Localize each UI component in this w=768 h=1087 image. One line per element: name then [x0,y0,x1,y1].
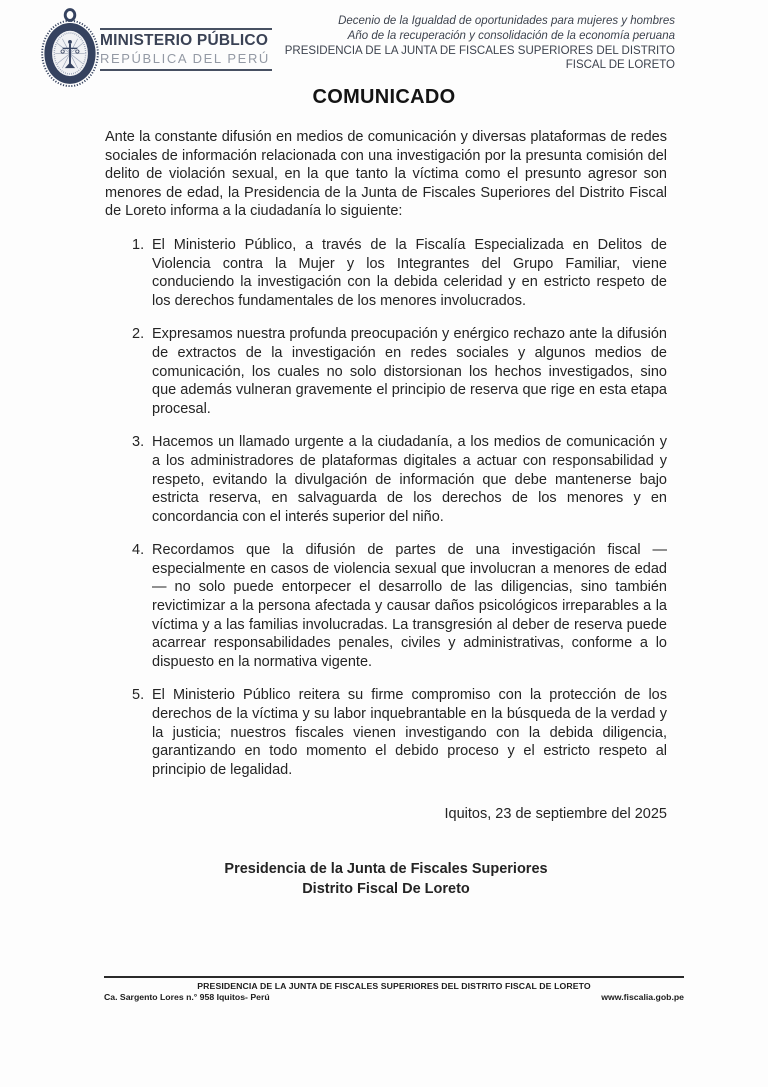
letterhead-right-block [285,14,675,73]
list-item [105,236,667,310]
logo-rule-bottom [100,69,272,71]
signature-block [105,860,667,899]
office-line-2: FISCAL DE LORETO [565,59,675,72]
list-item [105,541,667,671]
list-item-number: 4. [132,542,145,559]
list-item [105,325,667,418]
motto-line-1: Decenio de la Igualdad de oportunidades para mujeres y hombres [338,15,675,27]
list-item-number: 2. [132,326,145,343]
logo-wordmark [100,28,272,71]
list-item-number: 5. [132,687,145,704]
list-item-number: 3. [132,434,145,451]
document-title: COMUNICADO [312,86,456,108]
motto-line-2: Año de la recuperación y consolidación de la economía peruana [347,29,675,42]
list-item-text: El Ministerio Público, a través de la Fiscalía Especializada en Delitos de Violencia contra la Mujer y los Integrantes del Grupo Familiar, viene conduciendo la investigación con la debida celeridad y en estricto respeto de los derechos fundamentales de los menores involucrados. [152,236,667,309]
signature-line-1: Presidencia de la Junta de Fiscales Superiores [224,861,548,877]
footer-office-name: PRESIDENCIA DE LA JUNTA DE FISCALES SUPERIORES DEL DISTRITO FISCAL DE LORETO [197,981,591,991]
document-body [105,128,667,899]
list-item-text: Expresamos nuestra profunda preocupación y enérgico rechazo ante la difusión de extractos de la investigación en redes sociales y algunos medios de comunicación, los cuales no solo distorsionan los hechos investigados, sino que además vulneran gravemente el principio de reserva que rige en esta etapa procesal. [152,326,667,417]
footer-website: www.fiscalia.gob.pe [601,992,684,1002]
list-item [105,686,667,779]
intro-paragraph: Ante la constante difusión en medios de comunicación y diversas plataformas de redes sociales de información relacionada con una investigación por la presunta comisión del delito de violación sexual, en la que tanto la víctima como el presunto agresor son menores de edad, la Presidencia de la Junta de Fiscales Superiores del Distrito Fiscal de Loreto informa a la ciudadanía lo siguiente: [105,129,667,220]
ministerio-publico-seal-logo [38,8,102,88]
org-subtitle: REPÚBLICA DEL PERÚ [100,51,270,66]
logo-rule-top [100,28,272,30]
org-name: MINISTERIO PÚBLICO [100,32,269,49]
list-item-text: Recordamos que la difusión de partes de una investigación fiscal —especialmente en casos de violencia sexual que involucran a menores de edad— no solo puede entorpecer el desarrollo de las diligencias, sino también revictimizar a la persona afectada y causar daños psicológicos irreparables a la víctima y a las familias involucradas. La transgresión al deber de reserva puede acarrear responsabilidades penales, civiles y administrativas, conforme a lo dispuesto en la normativa vigente. [152,542,667,670]
list-item-text: Hacemos un llamado urgente a la ciudadanía, a los medios de comunicación y a los administradores de plataformas digitales a actuar con responsabilidad y respeto, evitando la divulgación de información que debe mantenerse bajo estricta reserva, en salvaguarda de los derechos de los menores y en concordancia con el interés superior del niño. [152,434,667,525]
signature-line-2: Distrito Fiscal De Loreto [302,880,470,897]
office-line-1: PRESIDENCIA DE LA JUNTA DE FISCALES SUPERIORES DEL DISTRITO [284,44,675,57]
list-item-number: 1. [132,236,145,253]
list-item [105,433,667,526]
dateline: Iquitos, 23 de septiembre del 2025 [444,806,667,823]
page-footer [104,976,684,1002]
list-item-text: El Ministerio Público reitera su firme compromiso con la protección de los derechos de la víctima y su labor inquebrantable en la búsqueda de la verdad y la justicia; nuestros fiscales vienen investigando con la debida diligencia, garantizando en todo momento el debido proceso y el estricto respeto al principio de legalidad. [152,687,667,778]
footer-rule [104,976,684,978]
footer-address: Ca. Sargento Lores n.° 958 Iquitos- Perú [104,992,270,1002]
